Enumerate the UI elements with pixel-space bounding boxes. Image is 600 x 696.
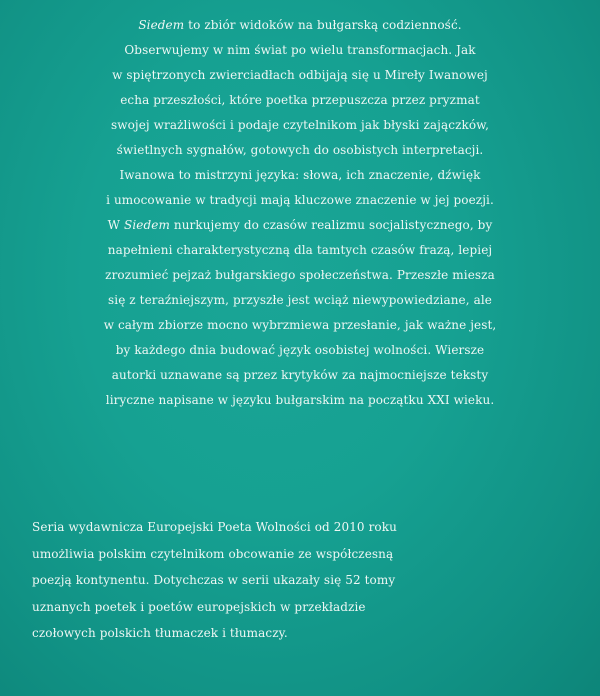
text-line: autorki uznawane są przez krytyków za najmocniejsze teksty <box>111 368 489 382</box>
text-line: i umocowanie w tradycji mają kluczowe znaczenie w jej poezji. <box>106 193 494 207</box>
text-line: Obserwujemy w nim świat po wielu transformacjach. Jak <box>124 43 476 57</box>
series-paragraph <box>20 514 580 647</box>
text-line: echa przeszłości, które poetka przepuszcza przez pryzmat <box>120 93 480 107</box>
text-line: Iwanowa to mistrzyni języka: słowa, ich znaczenie, dźwięk <box>119 168 481 182</box>
book-title: Siedem <box>124 218 170 232</box>
text-line: liryczne napisane w języku bułgarskim na początku XXI wieku. <box>105 393 495 407</box>
text-line: w całym zbiorze mocno wybrzmiewa przesłanie, jak ważne jest, <box>103 318 497 332</box>
text-line: czołowych polskich tłumaczek i tłumaczy. <box>32 626 288 640</box>
text-line: by każdego dnia budować język osobistej wolności. Wiersze <box>115 343 485 357</box>
text-line: swojej wrażliwości i podaje czytelnikom jak błyski zajączków, <box>110 118 490 132</box>
text-line: w spiętrzonych zwierciadłach odbijają się u Mireły Iwanowej <box>112 68 488 82</box>
text-line: zrozumieć pejzaż bułgarskiego społeczeństwa. Przeszłe miesza <box>105 268 495 282</box>
text-line: Seria wydawnicza Europejski Poeta Wolności od 2010 roku <box>32 520 397 534</box>
text-line: poezją kontynentu. Dotychczas w serii ukazały się 52 tomy <box>32 573 396 587</box>
text-line: się z teraźniejszym, przyszłe jest wciąż niewypowiedziane, ale <box>108 293 492 307</box>
text-line: W Siedem nurkujemy do czasów realizmu socjalistycznego, by <box>107 218 493 232</box>
description-paragraph <box>20 13 580 413</box>
text-line: napełnieni charakterystyczną dla tamtych czasów frazą, lepiej <box>107 243 493 257</box>
text-line: Siedem to zbiór widoków na bułgarską codzienność. <box>138 18 462 32</box>
book-title: Siedem <box>138 18 185 32</box>
text-line: uznanych poetek i poetów europejskich w przekładzie <box>32 599 366 614</box>
text-line: świetlnych sygnałów, gotowych do osobistych interpretacji. <box>116 143 484 157</box>
text-line: umożliwia polskim czytelnikom obcowanie ze współczesną <box>32 546 394 561</box>
